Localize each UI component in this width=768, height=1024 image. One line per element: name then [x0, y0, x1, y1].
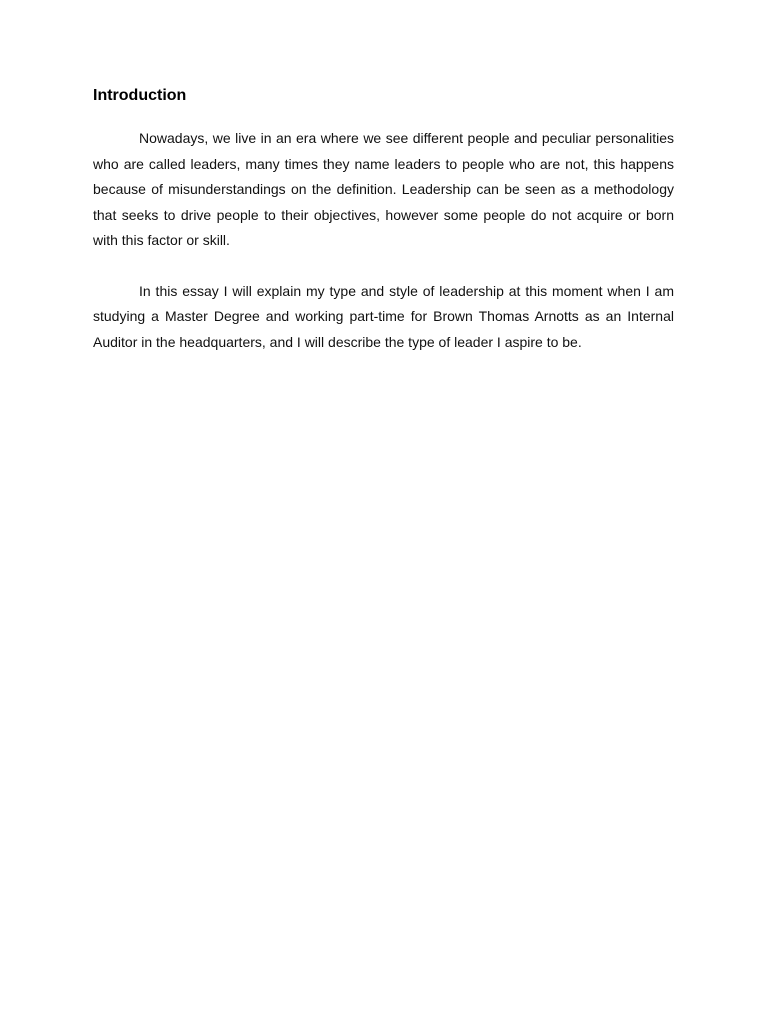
section-heading: Introduction: [93, 87, 187, 104]
paragraph-2: In this essay I will explain my type and style of leadership at this moment when I am studying a Master Degree and working part-time for Brown Thomas Arnotts as an Internal Auditor in the headquarters, and I will describe the type of leader I aspire to be.: [93, 282, 674, 350]
paragraph-1: Nowadays, we live in an era where we see different people and peculiar personalities who are called leaders, many times they name leaders to people who are not, this happens because of misunderstandings on the definition. Leadership can be seen as a methodology that seeks to drive people to their objectives, however some people do not acquire or born with this factor or skill.: [93, 130, 674, 248]
